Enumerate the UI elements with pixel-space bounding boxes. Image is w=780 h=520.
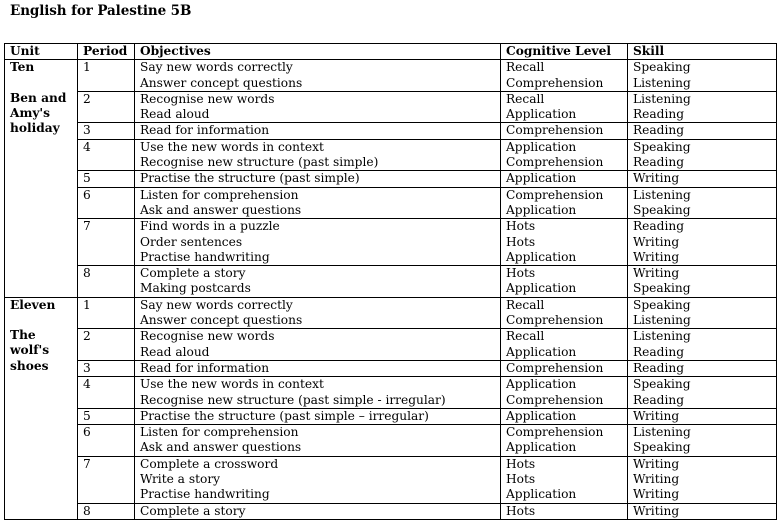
objective-line: Find words in a puzzle [140,219,280,234]
objective-line: Practise handwriting [140,487,270,502]
column-header-skill: Skill [628,44,777,60]
objective-line: Read for information [140,360,270,375]
objective-line: Answer concept questions [140,75,303,90]
column-header-period: Period [78,44,135,60]
objective-line: Order sentences [140,234,243,249]
skill-cell [628,329,777,361]
skill-line: Speaking [633,60,691,75]
objective-line: Complete a story [140,266,246,281]
level-line: Comprehension [506,155,604,170]
skill-cell [628,377,777,409]
objective-line: Practise the structure (past simple – irregular) [140,408,429,423]
objective-line: Complete a crossword [140,456,279,471]
table-row [5,219,777,266]
skill-line: Listening [633,425,691,440]
period-cell: 1 [78,60,135,92]
objective-line: Making postcards [140,281,251,296]
level-line: Recall [506,60,545,75]
objective-line: Recognise new structure (past simple) [140,155,379,170]
objective-cell [135,425,501,457]
period-cell: 2 [78,91,135,123]
skill-cell [628,171,777,187]
skill-line: Writing [633,408,680,423]
objective-cell [135,123,501,139]
skill-cell [628,456,777,503]
period-cell: 8 [78,266,135,298]
cognitive-level-cell [501,91,628,123]
level-line: Application [506,107,577,122]
objective-line: Use the new words in context [140,139,324,154]
level-line: Application [506,408,577,423]
period-cell: 5 [78,408,135,424]
skill-line: Speaking [633,377,691,392]
level-line: Comprehension [506,425,604,440]
objective-cell [135,219,501,266]
cognitive-level-cell [501,139,628,171]
skill-line: Speaking [633,202,691,217]
table-row [5,329,777,361]
unit-name: Eleven [10,297,56,312]
level-line: Hots [506,219,536,234]
objective-line: Use the new words in context [140,377,324,392]
cognitive-level-cell [501,329,628,361]
objective-line: Listen for comprehension [140,187,299,202]
table-row [5,360,777,376]
objective-line: Practise handwriting [140,249,270,264]
period-cell: 3 [78,123,135,139]
level-line: Application [506,377,577,392]
level-line: Application [506,344,577,359]
table-row [5,139,777,171]
objective-line: Recognise new words [140,329,275,344]
level-line: Application [506,487,577,502]
level-line: Application [506,171,577,186]
period-cell: 1 [78,297,135,329]
cognitive-level-cell [501,187,628,219]
level-line: Hots [506,503,536,518]
level-line: Hots [506,456,536,471]
skill-line: Writing [633,234,680,249]
period-cell: 2 [78,329,135,361]
objective-cell [135,297,501,329]
period-cell: 3 [78,360,135,376]
level-line: Comprehension [506,392,604,407]
level-line: Recall [506,91,545,106]
objective-cell [135,503,501,519]
skill-line: Speaking [633,440,691,455]
table-row [5,187,777,219]
column-header-cognitive-level: Cognitive Level [501,44,628,60]
skill-line: Writing [633,171,680,186]
table-row [5,425,777,457]
unit-title: The wolf's shoes [10,328,50,373]
level-line: Comprehension [506,123,604,138]
cognitive-level-cell [501,503,628,519]
skill-line: Writing [633,456,680,471]
objective-line: Practise the structure (past simple) [140,171,360,186]
level-line: Comprehension [506,360,604,375]
skill-cell [628,297,777,329]
level-line: Comprehension [506,75,604,90]
period-cell: 4 [78,377,135,409]
skill-cell [628,360,777,376]
skill-cell [628,139,777,171]
level-line: Application [506,440,577,455]
table-body [5,60,777,520]
cognitive-level-cell [501,425,628,457]
level-line: Application [506,281,577,296]
objective-line: Read for information [140,123,270,138]
level-line: Application [506,139,577,154]
table-row [5,503,777,519]
level-line: Comprehension [506,187,604,202]
table-row [5,266,777,298]
objective-line: Read aloud [140,107,210,122]
document-title: English for Palestine 5B [10,3,192,19]
table-row [5,297,777,329]
table-row [5,123,777,139]
skill-line: Listening [633,329,691,344]
objective-cell [135,456,501,503]
cognitive-level-cell [501,456,628,503]
objective-cell [135,60,501,92]
objective-line: Complete a story [140,503,246,518]
skill-line: Writing [633,266,680,281]
level-line: Hots [506,266,536,281]
table-row [5,60,777,92]
objective-line: Ask and answer questions [140,202,302,217]
objective-cell [135,329,501,361]
skill-line: Reading [633,123,685,138]
cognitive-level-cell [501,360,628,376]
skill-cell [628,187,777,219]
skill-cell [628,425,777,457]
level-line: Comprehension [506,313,604,328]
skill-line: Reading [633,219,685,234]
skill-line: Writing [633,503,680,518]
objective-cell [135,408,501,424]
level-line: Application [506,202,577,217]
objective-line: Ask and answer questions [140,440,302,455]
unit-cell [5,60,78,297]
objective-line: Recognise new structure (past simple - irregular) [140,392,446,407]
skill-line: Reading [633,107,685,122]
skill-cell [628,91,777,123]
column-header-objectives: Objectives [135,44,501,60]
objective-line: Say new words correctly [140,297,293,312]
skill-line: Writing [633,249,680,264]
table-row [5,408,777,424]
skill-line: Listening [633,187,691,202]
objective-line: Say new words correctly [140,60,293,75]
cognitive-level-cell [501,123,628,139]
cognitive-level-cell [501,408,628,424]
period-cell: 7 [78,219,135,266]
objective-line: Write a story [140,472,221,487]
skill-line: Listening [633,313,691,328]
column-header-unit: Unit [5,44,78,60]
skill-line: Reading [633,344,685,359]
objective-cell [135,377,501,409]
skill-cell [628,266,777,298]
skill-line: Listening [633,91,691,106]
objective-cell [135,360,501,376]
skill-line: Reading [633,155,685,170]
skill-cell [628,503,777,519]
level-line: Hots [506,234,536,249]
skill-cell [628,219,777,266]
unit-name: Ten [10,60,35,75]
period-cell: 4 [78,139,135,171]
period-cell: 5 [78,171,135,187]
cognitive-level-cell [501,171,628,187]
skill-cell [628,123,777,139]
objective-cell [135,171,501,187]
skill-line: Speaking [633,297,691,312]
objective-line: Recognise new words [140,91,275,106]
table-row [5,171,777,187]
skill-line: Reading [633,392,685,407]
cognitive-level-cell [501,266,628,298]
skill-line: Speaking [633,139,691,154]
unit-title: Ben and Amy's holiday [10,90,67,136]
table-row [5,456,777,503]
skill-cell [628,408,777,424]
unit-cell [5,297,78,519]
level-line: Recall [506,297,545,312]
objective-cell [135,266,501,298]
skill-line: Speaking [633,281,691,296]
cognitive-level-cell [501,219,628,266]
period-cell: 7 [78,456,135,503]
period-cell: 8 [78,503,135,519]
level-line: Recall [506,329,545,344]
objective-line: Read aloud [140,344,210,359]
level-line: Hots [506,472,536,487]
cognitive-level-cell [501,60,628,92]
lesson-plan-table [4,43,777,520]
table-header-row [5,44,777,60]
skill-line: Reading [633,360,685,375]
skill-cell [628,60,777,92]
objective-cell [135,139,501,171]
period-cell: 6 [78,187,135,219]
objective-cell [135,91,501,123]
objective-line: Answer concept questions [140,313,303,328]
skill-line: Listening [633,75,691,90]
cognitive-level-cell [501,297,628,329]
skill-line: Writing [633,472,680,487]
table-row [5,377,777,409]
objective-cell [135,187,501,219]
period-cell: 6 [78,425,135,457]
level-line: Application [506,249,577,264]
objective-line: Listen for comprehension [140,425,299,440]
cognitive-level-cell [501,377,628,409]
table-row [5,91,777,123]
skill-line: Writing [633,487,680,502]
